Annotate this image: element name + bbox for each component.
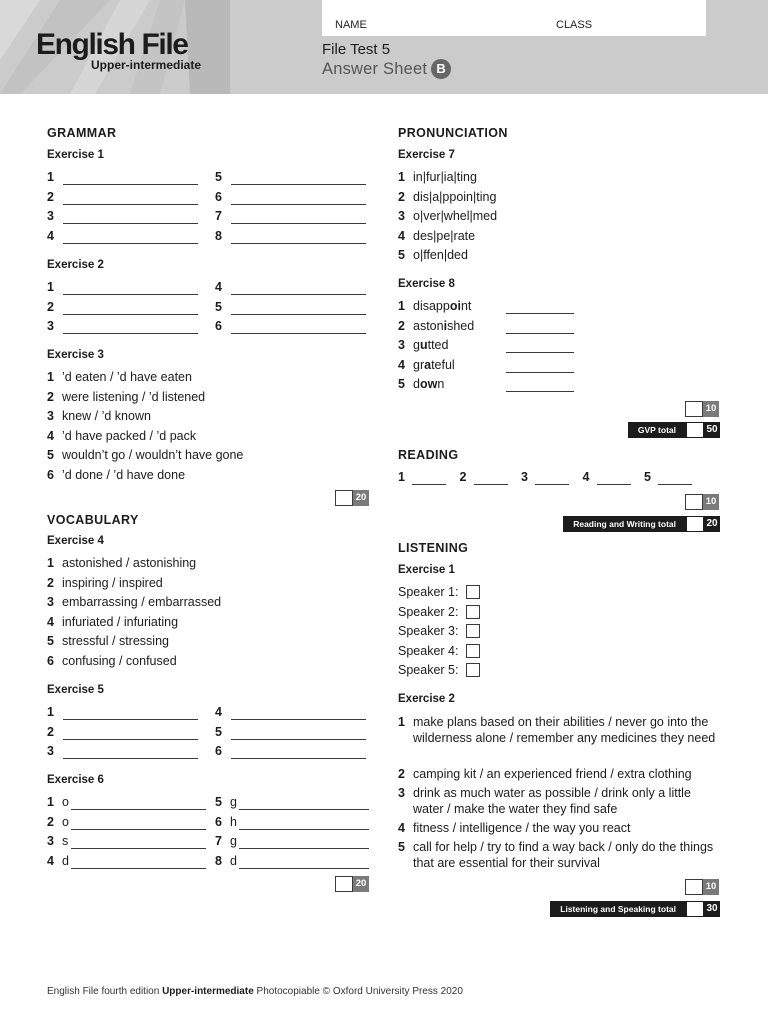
answer-number bbox=[47, 229, 62, 243]
item-number: 8 bbox=[215, 853, 222, 868]
total-label: GVP total bbox=[628, 422, 686, 438]
answer-line[interactable] bbox=[506, 372, 574, 373]
answer-number bbox=[215, 319, 230, 333]
score-max: 20 bbox=[353, 490, 369, 506]
answer-number bbox=[215, 705, 230, 719]
answer-line[interactable] bbox=[239, 809, 369, 810]
answer-option-row bbox=[398, 766, 720, 782]
item-number: 1 bbox=[398, 170, 405, 184]
answer-option-row bbox=[47, 390, 205, 404]
answer-number bbox=[47, 280, 62, 294]
answer-option-row bbox=[47, 370, 192, 384]
item-number: 5 bbox=[215, 299, 222, 314]
score-input[interactable] bbox=[335, 876, 353, 892]
item-number: 4 bbox=[398, 228, 405, 243]
item-number: 2 bbox=[398, 767, 405, 781]
answer-number bbox=[583, 470, 598, 484]
speaker-row bbox=[398, 585, 480, 599]
item-number: 4 bbox=[47, 853, 54, 868]
item-number: 5 bbox=[215, 170, 222, 184]
word-part: g bbox=[413, 338, 420, 352]
answer-option-text: knew / ’d known bbox=[62, 409, 151, 423]
stress-word-row bbox=[398, 358, 455, 372]
word-part: tted bbox=[427, 338, 449, 352]
score-input[interactable] bbox=[685, 494, 703, 510]
reading-score-box bbox=[685, 494, 719, 510]
item-number: 6 bbox=[47, 653, 54, 668]
answer-option-text: confusing / confused bbox=[62, 653, 177, 668]
item-number: 1 bbox=[47, 370, 54, 384]
answer-option-row bbox=[398, 209, 497, 223]
answer-line[interactable] bbox=[63, 333, 198, 334]
answer-number bbox=[47, 744, 62, 758]
answer-line[interactable] bbox=[535, 484, 569, 485]
answer-line[interactable] bbox=[71, 829, 206, 830]
footer-prefix: English File fourth edition bbox=[47, 986, 160, 997]
score-input[interactable] bbox=[335, 490, 353, 506]
stressed-sound: a bbox=[424, 357, 432, 372]
answer-number bbox=[398, 470, 413, 484]
exercise-6-label: Exercise 6 bbox=[47, 774, 104, 786]
answer-option-text: in|fur|ia|ting bbox=[413, 170, 477, 184]
answer-number bbox=[47, 209, 62, 223]
answer-option-row bbox=[47, 448, 243, 462]
stress-word-row bbox=[398, 338, 448, 352]
answer-line[interactable] bbox=[231, 719, 366, 720]
answer-number bbox=[215, 300, 230, 314]
speaker-label: Speaker 5: bbox=[398, 663, 459, 677]
item-number: 3 bbox=[398, 338, 405, 352]
answer-line[interactable] bbox=[239, 848, 369, 849]
answer-line[interactable] bbox=[474, 484, 508, 485]
answer-option-text: dis|a|ppoin|ting bbox=[413, 189, 497, 204]
item-number: 3 bbox=[47, 834, 54, 848]
total-max: 30 bbox=[704, 901, 720, 917]
speaker-label: Speaker 3: bbox=[398, 624, 459, 638]
answer-option-row bbox=[398, 248, 468, 262]
first-letter: o bbox=[62, 795, 69, 809]
answer-line[interactable] bbox=[63, 314, 198, 315]
item-number: 2 bbox=[47, 389, 54, 404]
answer-line[interactable] bbox=[231, 294, 366, 295]
exercise-4-label: Exercise 4 bbox=[47, 535, 104, 547]
exercise-7-label: Exercise 7 bbox=[398, 149, 455, 161]
speaker-checkbox[interactable] bbox=[466, 663, 480, 677]
answer-option-row bbox=[398, 839, 720, 871]
listening-heading: LISTENING bbox=[398, 541, 469, 555]
first-letter: d bbox=[230, 853, 237, 868]
item-number: 5 bbox=[215, 724, 222, 739]
score-max: 20 bbox=[353, 876, 369, 892]
speaker-label: Speaker 2: bbox=[398, 604, 459, 619]
answer-option-text: des|pe|rate bbox=[413, 228, 476, 243]
item-number: 2 bbox=[47, 814, 54, 829]
word-part: n bbox=[437, 377, 445, 391]
answer-option-text: inspiring / inspired bbox=[62, 575, 163, 590]
item-number: 7 bbox=[215, 209, 222, 223]
answer-line[interactable] bbox=[63, 184, 198, 185]
answer-option-text: infuriated / infuriating bbox=[62, 614, 179, 629]
answer-option-text: stressful / stressing bbox=[62, 634, 169, 648]
first-letter: o bbox=[62, 814, 69, 829]
answer-number bbox=[215, 229, 230, 243]
answer-option-text: fitness / intelligence / the way you react bbox=[413, 821, 631, 835]
speaker-label: Speaker 4: bbox=[398, 643, 459, 658]
answer-sheet-label: Answer Sheet bbox=[322, 60, 428, 78]
answer-option-row bbox=[398, 820, 720, 836]
exercise-1-label: Exercise 1 bbox=[47, 149, 104, 161]
speaker-row bbox=[398, 624, 480, 638]
test-title: File Test 5 bbox=[322, 41, 391, 58]
item-number: 3 bbox=[47, 319, 54, 333]
answer-option-row bbox=[398, 190, 496, 204]
speaker-row bbox=[398, 605, 480, 619]
answer-option-text: camping kit / an experienced friend / extra clothing bbox=[413, 767, 692, 781]
total-input[interactable] bbox=[686, 422, 704, 438]
word-part: d bbox=[413, 377, 420, 391]
answer-number bbox=[47, 705, 62, 719]
answer-line[interactable] bbox=[597, 484, 631, 485]
item-number: 3 bbox=[398, 209, 405, 223]
name-class-box bbox=[322, 0, 706, 36]
answer-number bbox=[215, 190, 230, 204]
answer-option-text: call for help / try to find a way back / only do the things that are essential for their survival bbox=[413, 840, 714, 870]
answer-option-text: embarrassing / embarrassed bbox=[62, 595, 222, 609]
answer-line[interactable] bbox=[239, 829, 369, 830]
item-number: 3 bbox=[47, 209, 54, 223]
item-number: 4 bbox=[398, 357, 405, 372]
stressed-sound: u bbox=[419, 338, 428, 352]
grammar-heading: GRAMMAR bbox=[47, 126, 117, 140]
item-number: 1 bbox=[47, 170, 54, 184]
vocabulary-score-box bbox=[335, 876, 369, 892]
pronunciation-score-box bbox=[685, 401, 719, 417]
item-number: 5 bbox=[215, 795, 222, 809]
item-number: 4 bbox=[398, 821, 405, 835]
answer-line[interactable] bbox=[231, 333, 366, 334]
item-number: 1 bbox=[47, 556, 54, 570]
answer-line[interactable] bbox=[658, 484, 692, 485]
word-part: shed bbox=[447, 318, 475, 333]
item-number: 1 bbox=[398, 299, 405, 313]
answer-line[interactable] bbox=[506, 391, 574, 392]
answer-option-row bbox=[47, 468, 185, 482]
item-number: 2 bbox=[459, 470, 467, 484]
item-number: 1 bbox=[398, 715, 405, 729]
item-number: 7 bbox=[215, 834, 222, 848]
item-number: 2 bbox=[47, 299, 54, 314]
answer-number bbox=[47, 725, 62, 739]
answer-option-row bbox=[47, 429, 196, 443]
total-input[interactable] bbox=[686, 901, 704, 917]
answer-line[interactable] bbox=[71, 809, 206, 810]
item-number: 1 bbox=[47, 280, 54, 294]
item-number: 4 bbox=[582, 470, 590, 484]
item-number: 6 bbox=[215, 814, 222, 829]
answer-line[interactable] bbox=[63, 739, 198, 740]
answer-number bbox=[47, 300, 62, 314]
total-input[interactable] bbox=[686, 516, 704, 532]
answer-line[interactable] bbox=[63, 204, 198, 205]
answer-line[interactable] bbox=[63, 243, 198, 244]
item-number: 5 bbox=[47, 634, 54, 648]
total-max: 20 bbox=[704, 516, 720, 532]
answer-option-row bbox=[398, 785, 720, 817]
speaker-row bbox=[398, 644, 480, 658]
answer-line[interactable] bbox=[63, 719, 198, 720]
answer-option-text: ’d eaten / ’d have eaten bbox=[62, 370, 192, 384]
answer-number bbox=[47, 190, 62, 204]
item-number: 2 bbox=[47, 189, 54, 204]
item-number: 3 bbox=[47, 595, 54, 609]
answer-option-text: ’d have packed / ’d pack bbox=[62, 428, 197, 443]
footer-level: Upper-intermediate bbox=[162, 986, 254, 997]
reading-writing-total-box bbox=[563, 516, 720, 532]
speaker-checkbox[interactable] bbox=[466, 624, 480, 638]
score-max: 10 bbox=[703, 879, 719, 895]
answer-line[interactable] bbox=[63, 758, 198, 759]
item-number: 3 bbox=[521, 470, 528, 484]
item-number: 5 bbox=[398, 840, 405, 854]
answer-number bbox=[215, 280, 230, 294]
item-number: 1 bbox=[47, 705, 54, 719]
word-part: aston bbox=[413, 318, 444, 333]
score-max: 10 bbox=[703, 494, 719, 510]
answer-with-letter bbox=[47, 815, 69, 829]
answer-line[interactable] bbox=[231, 204, 366, 205]
name-label: NAME bbox=[335, 19, 367, 31]
speaker-checkbox[interactable] bbox=[466, 644, 480, 658]
total-max: 50 bbox=[704, 422, 720, 438]
answer-line[interactable] bbox=[506, 352, 574, 353]
stressed-sound: oi bbox=[449, 299, 461, 313]
listening-score-box bbox=[685, 879, 719, 895]
stressed-sound: ow bbox=[419, 377, 438, 391]
speaker-checkbox[interactable] bbox=[466, 585, 480, 599]
answer-with-letter bbox=[47, 795, 69, 809]
answer-option-row bbox=[398, 170, 477, 184]
answer-line[interactable] bbox=[63, 223, 198, 224]
exercise-3-label: Exercise 3 bbox=[47, 349, 104, 361]
word-part: nt bbox=[460, 299, 472, 313]
item-number: 6 bbox=[215, 744, 222, 758]
answer-option-text: o|ver|whel|med bbox=[413, 209, 498, 223]
score-max: 10 bbox=[703, 401, 719, 417]
answer-line[interactable] bbox=[231, 314, 366, 315]
answer-line[interactable] bbox=[506, 313, 574, 314]
answer-line[interactable] bbox=[412, 484, 446, 485]
answer-option-text: drink as much water as possible / drink only a little water / make the water they find safe bbox=[413, 786, 691, 816]
first-letter: g bbox=[230, 834, 237, 848]
answer-number bbox=[215, 170, 230, 184]
answer-number bbox=[47, 319, 62, 333]
answer-option-text: make plans based on their abilities / never go into the wilderness alone / remember any medicines they need bbox=[413, 715, 716, 745]
gvp-total-box bbox=[628, 422, 720, 438]
item-number: 6 bbox=[215, 319, 222, 333]
answer-option-row bbox=[47, 576, 163, 590]
first-letter: h bbox=[230, 814, 237, 829]
exercise-8-label: Exercise 8 bbox=[398, 278, 455, 290]
word-part: gr bbox=[413, 357, 425, 372]
reading-heading: READING bbox=[398, 448, 459, 462]
first-letter: g bbox=[230, 795, 237, 809]
item-number: 3 bbox=[398, 786, 405, 800]
item-number: 6 bbox=[47, 467, 54, 482]
answer-number bbox=[215, 209, 230, 223]
answer-line[interactable] bbox=[71, 868, 206, 869]
answer-option-row bbox=[398, 714, 720, 746]
answer-line[interactable] bbox=[231, 243, 366, 244]
item-number: 1 bbox=[47, 795, 54, 809]
item-number: 3 bbox=[47, 409, 54, 423]
answer-option-text: wouldn’t go / wouldn’t have gone bbox=[62, 448, 244, 462]
item-number: 2 bbox=[398, 318, 405, 333]
item-number: 5 bbox=[47, 448, 54, 462]
answer-line[interactable] bbox=[71, 848, 206, 849]
answer-option-row bbox=[47, 634, 169, 648]
pronunciation-heading: PRONUNCIATION bbox=[398, 126, 508, 140]
exercise-2-label: Exercise 2 bbox=[47, 259, 104, 271]
item-number: 2 bbox=[398, 189, 405, 204]
version-badge: B bbox=[431, 59, 451, 79]
answer-line[interactable] bbox=[506, 333, 574, 334]
answer-sheet-title bbox=[322, 59, 451, 79]
answer-with-letter bbox=[47, 834, 68, 848]
stress-word-row bbox=[398, 319, 474, 333]
brand-logo: English File bbox=[36, 28, 188, 61]
answer-with-letter bbox=[215, 815, 237, 829]
footer-copyright: Photocopiable © Oxford University Press 2020 bbox=[256, 986, 463, 997]
answer-option-text: ’d done / ’d have done bbox=[62, 467, 186, 482]
exercise-5-label: Exercise 5 bbox=[47, 684, 104, 696]
vocabulary-heading: VOCABULARY bbox=[47, 513, 139, 527]
answer-with-letter bbox=[47, 854, 69, 868]
total-label: Listening and Speaking total bbox=[550, 901, 686, 917]
answer-option-row bbox=[47, 409, 151, 423]
answer-line[interactable] bbox=[231, 739, 366, 740]
class-label: CLASS bbox=[556, 19, 593, 31]
item-number: 5 bbox=[644, 470, 651, 484]
speaker-label: Speaker 1: bbox=[398, 585, 459, 599]
answer-option-row bbox=[398, 229, 475, 243]
answer-number bbox=[215, 725, 230, 739]
answer-line[interactable] bbox=[231, 223, 366, 224]
answer-option-row bbox=[47, 595, 221, 609]
answer-option-row bbox=[47, 654, 177, 668]
first-letter: d bbox=[62, 853, 69, 868]
listening-exercise-2-label: Exercise 2 bbox=[398, 693, 455, 705]
listening-speaking-total-box bbox=[550, 901, 720, 917]
brand-level: Upper-intermediate bbox=[91, 58, 202, 72]
item-number: 5 bbox=[398, 377, 405, 391]
word-part: teful bbox=[431, 357, 455, 372]
answer-number bbox=[460, 470, 475, 484]
answer-line[interactable] bbox=[239, 868, 369, 869]
item-number: 6 bbox=[215, 189, 222, 204]
answer-line[interactable] bbox=[231, 758, 366, 759]
answer-option-row bbox=[47, 615, 178, 629]
item-number: 4 bbox=[47, 228, 54, 243]
stress-word-row bbox=[398, 299, 471, 313]
answer-with-letter bbox=[215, 834, 237, 848]
answer-option-text: astonished / astonishing bbox=[62, 556, 197, 570]
answer-line[interactable] bbox=[231, 184, 366, 185]
item-number: 8 bbox=[215, 228, 222, 243]
page-header bbox=[0, 0, 768, 94]
total-label: Reading and Writing total bbox=[563, 516, 686, 532]
item-number: 4 bbox=[215, 705, 222, 719]
item-number: 1 bbox=[398, 470, 405, 484]
stressed-sound: i bbox=[443, 318, 448, 333]
item-number: 4 bbox=[47, 614, 54, 629]
answer-with-letter bbox=[215, 854, 237, 868]
score-input[interactable] bbox=[685, 401, 703, 417]
first-letter: s bbox=[62, 834, 69, 848]
answer-number bbox=[644, 470, 659, 484]
item-number: 3 bbox=[47, 744, 54, 758]
answer-number bbox=[47, 170, 62, 184]
grammar-score-box bbox=[335, 490, 369, 506]
answer-option-text: o|ffen|ded bbox=[413, 248, 468, 262]
answer-line[interactable] bbox=[63, 294, 198, 295]
stress-word-row bbox=[398, 377, 444, 391]
word-part: disapp bbox=[413, 299, 450, 313]
answer-number bbox=[521, 470, 536, 484]
speaker-row bbox=[398, 663, 480, 677]
speaker-checkbox[interactable] bbox=[466, 605, 480, 619]
answer-option-text: were listening / ’d listened bbox=[62, 389, 206, 404]
listening-exercise-1-label: Exercise 1 bbox=[398, 564, 455, 576]
item-number: 2 bbox=[47, 575, 54, 590]
answer-number bbox=[215, 744, 230, 758]
item-number: 2 bbox=[47, 724, 54, 739]
score-input[interactable] bbox=[685, 879, 703, 895]
item-number: 4 bbox=[47, 428, 54, 443]
answer-with-letter bbox=[215, 795, 237, 809]
answer-option-row bbox=[47, 556, 196, 570]
page-footer bbox=[47, 986, 463, 997]
item-number: 5 bbox=[398, 248, 405, 262]
item-number: 4 bbox=[215, 280, 222, 294]
